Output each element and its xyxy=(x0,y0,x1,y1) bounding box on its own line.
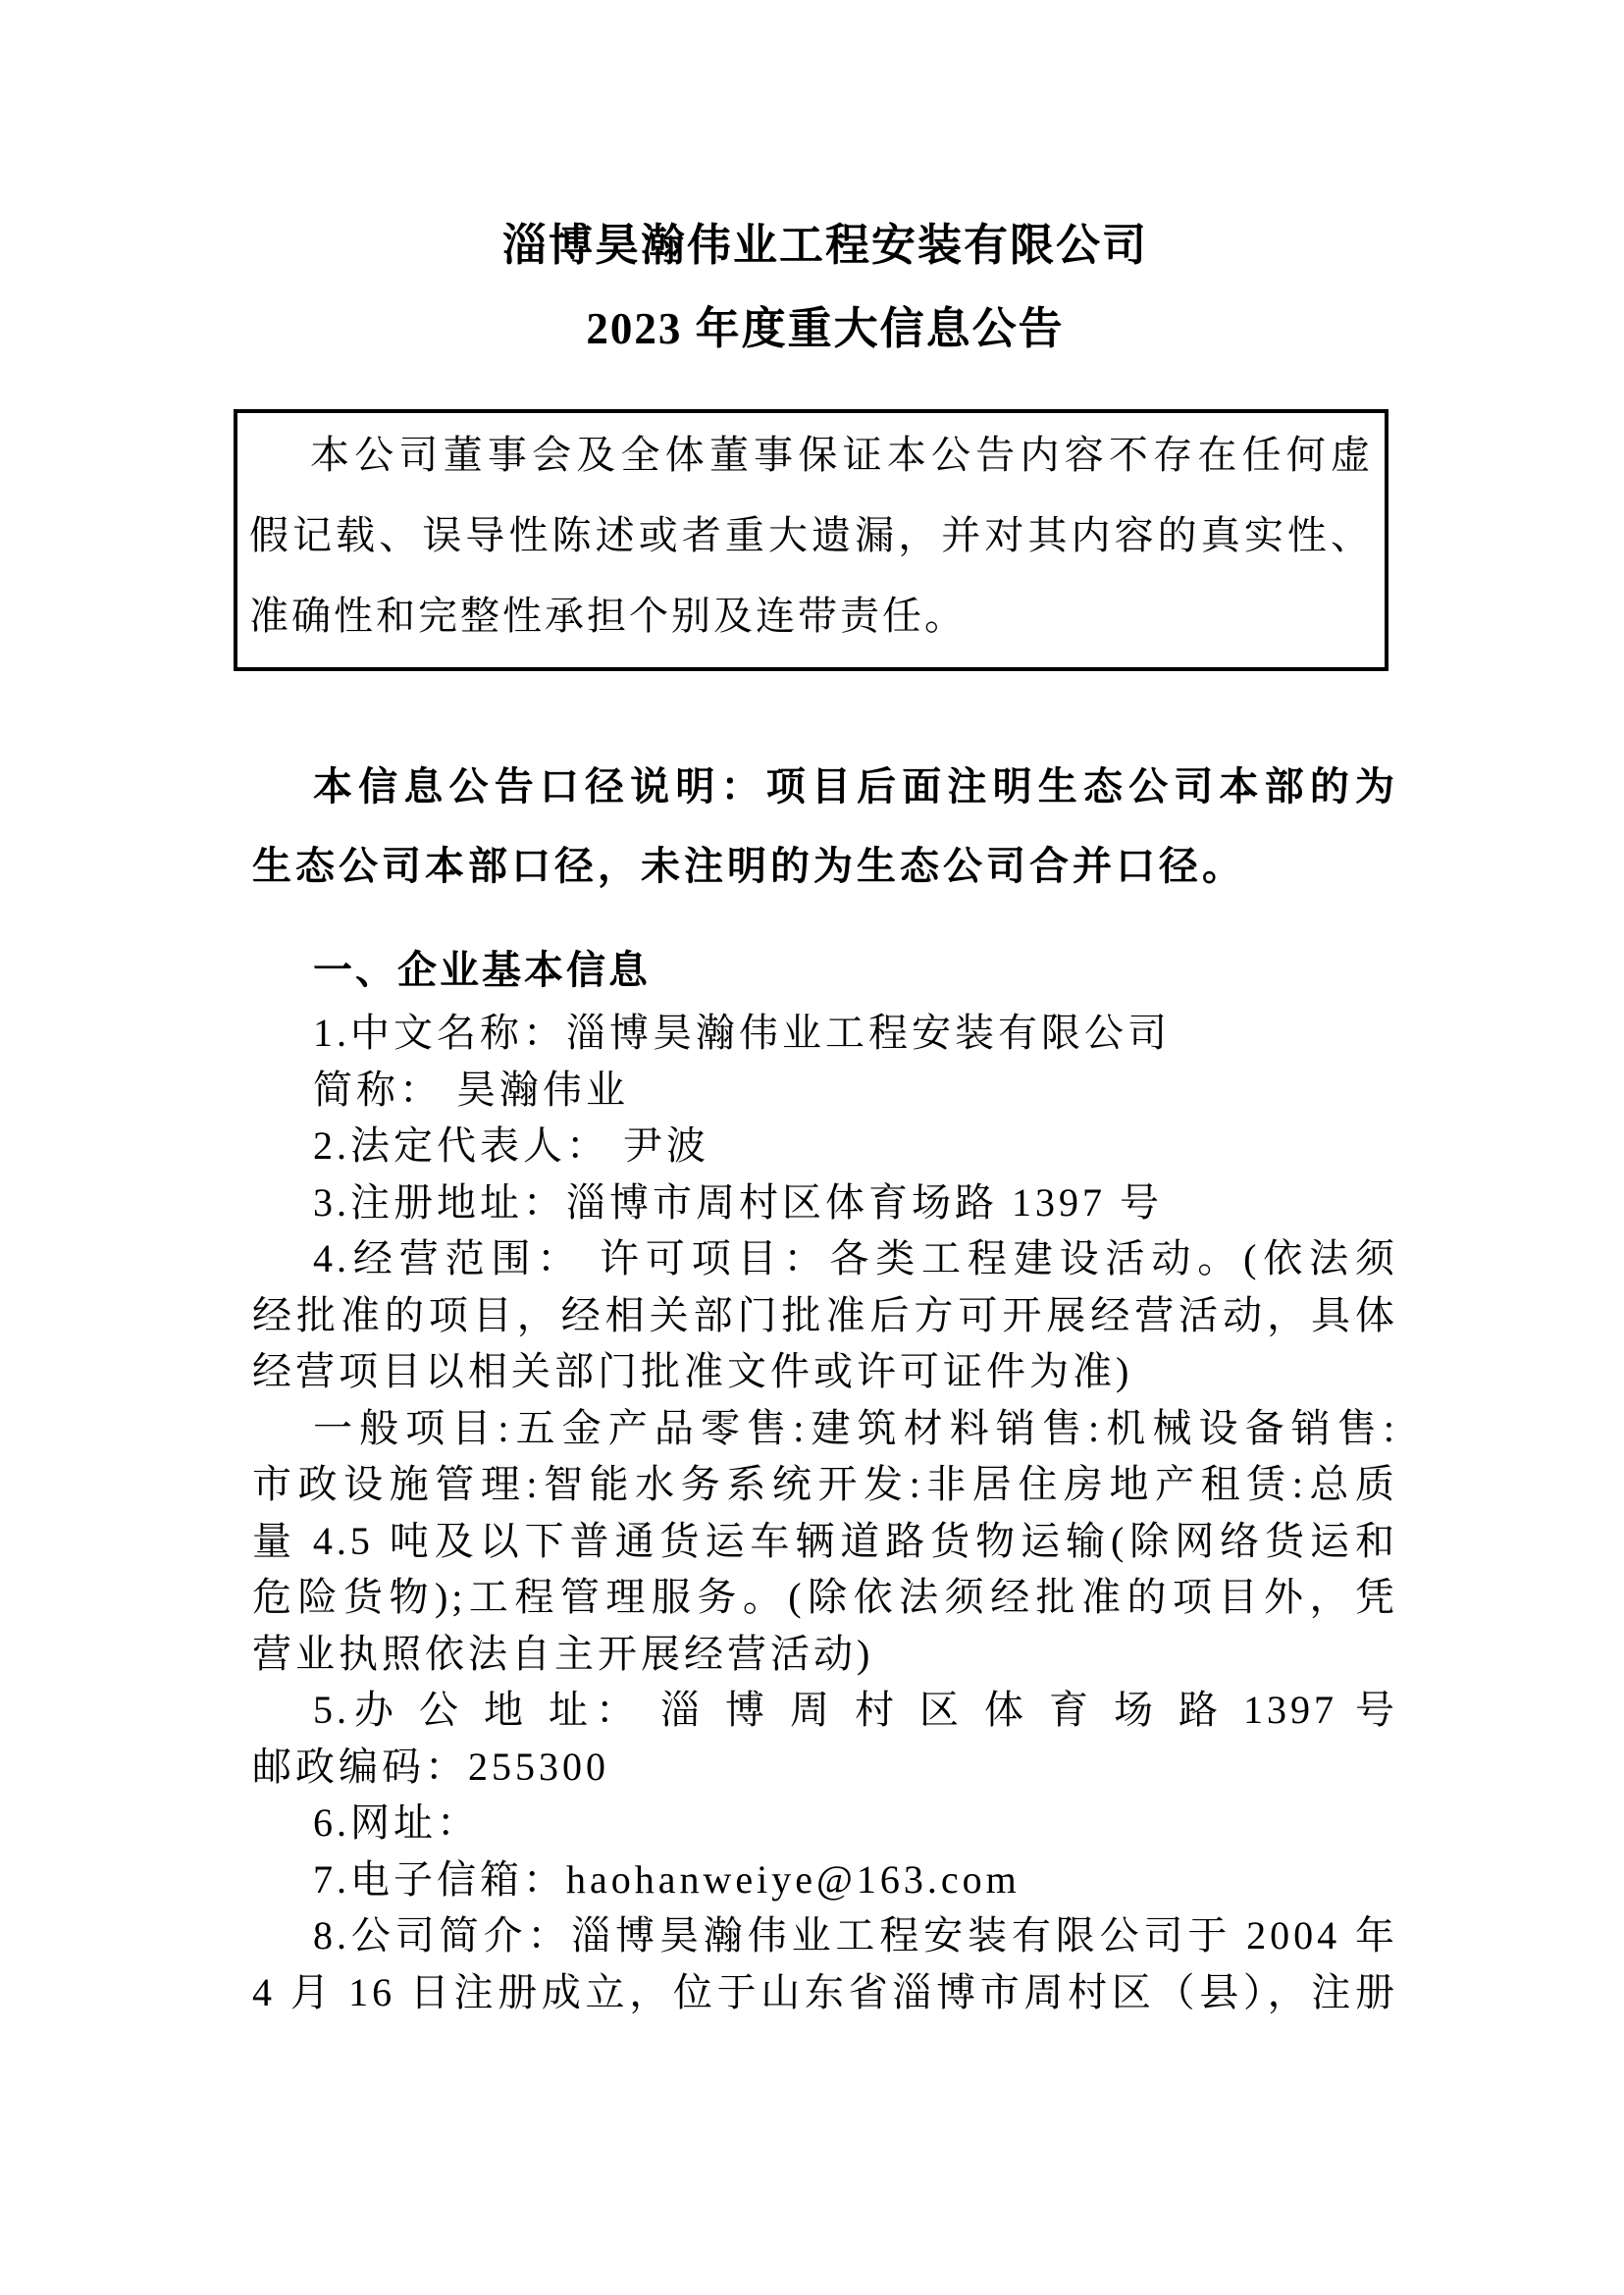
company-basic-info xyxy=(252,1005,1398,2020)
disclaimer-box xyxy=(234,409,1388,671)
body-line: 6.网址： xyxy=(313,1800,480,1845)
disclaimer-line: 本公司董事会及全体董事保证本公告内容不存在任何虚 xyxy=(310,433,1373,477)
caliber-note-line: 生态公司本部口径，未注明的为生态公司合并口径。 xyxy=(252,844,1245,888)
body-line: 3.注册地址：淄博市周村区体育场路 1397 号 xyxy=(313,1179,1163,1225)
section-heading: 一、企业基本信息 xyxy=(313,948,651,992)
body-line: 4 月 16 日注册成立，位于山东省淄博市周村区（县），注册 xyxy=(252,1969,1398,2014)
disclaimer-line: 假记载、误导性陈述或者重大遗漏，并对其内容的真实性、 xyxy=(249,513,1373,557)
body-line: 5.办 公 地 址： 淄 博 周 村 区 体 育 场 路 1397 号 xyxy=(313,1688,1398,1732)
body-line: 8.公司简介：淄博昊瀚伟业工程安装有限公司于 2004 年 xyxy=(313,1913,1398,1957)
caliber-note-line: 本信息公告口径说明：项目后面注明生态公司本部的为 xyxy=(313,764,1398,808)
body-line: 量 4.5 吨及以下普通货运车辆道路货物运输(除网络货运和 xyxy=(252,1518,1398,1563)
body-line: 危险货物);工程管理服务。(除依法须经批准的项目外，凭 xyxy=(252,1575,1398,1619)
body-line: 7.电子信箱：haohanweiye@163.com xyxy=(313,1856,1021,1902)
body-line: 1.中文名称：淄博昊瀚伟业工程安装有限公司 xyxy=(313,1011,1171,1055)
caliber-note xyxy=(252,747,1398,906)
disclaimer-line: 准确性和完整性承担个别及连带责任。 xyxy=(249,594,967,638)
body-line: 经营项目以相关部门批准文件或许可证件为准) xyxy=(252,1349,1133,1393)
body-line: 简称： 昊瀚伟业 xyxy=(313,1067,629,1112)
body-line: 经批准的项目，经相关部门批准后方可开展经营活动，具体 xyxy=(252,1292,1398,1337)
company-title: 淄博昊瀚伟业工程安装有限公司 xyxy=(501,221,1148,270)
body-line: 市政设施管理:智能水务系统开发:非居住房地产租赁:总质 xyxy=(252,1462,1398,1506)
body-line: 一般项目:五金产品零售:建筑材料销售:机械设备销售: xyxy=(313,1405,1398,1450)
announcement-title: 2023 年度重大信息公告 xyxy=(586,304,1065,353)
body-line: 营业执照依法自主开展经营活动) xyxy=(252,1631,874,1676)
body-line: 2.法定代表人： 尹波 xyxy=(313,1123,709,1168)
body-line: 4.经营范围： 许可项目：各类工程建设活动。(依法须 xyxy=(313,1236,1398,1280)
body-line: 邮政编码：255300 xyxy=(252,1744,609,1789)
